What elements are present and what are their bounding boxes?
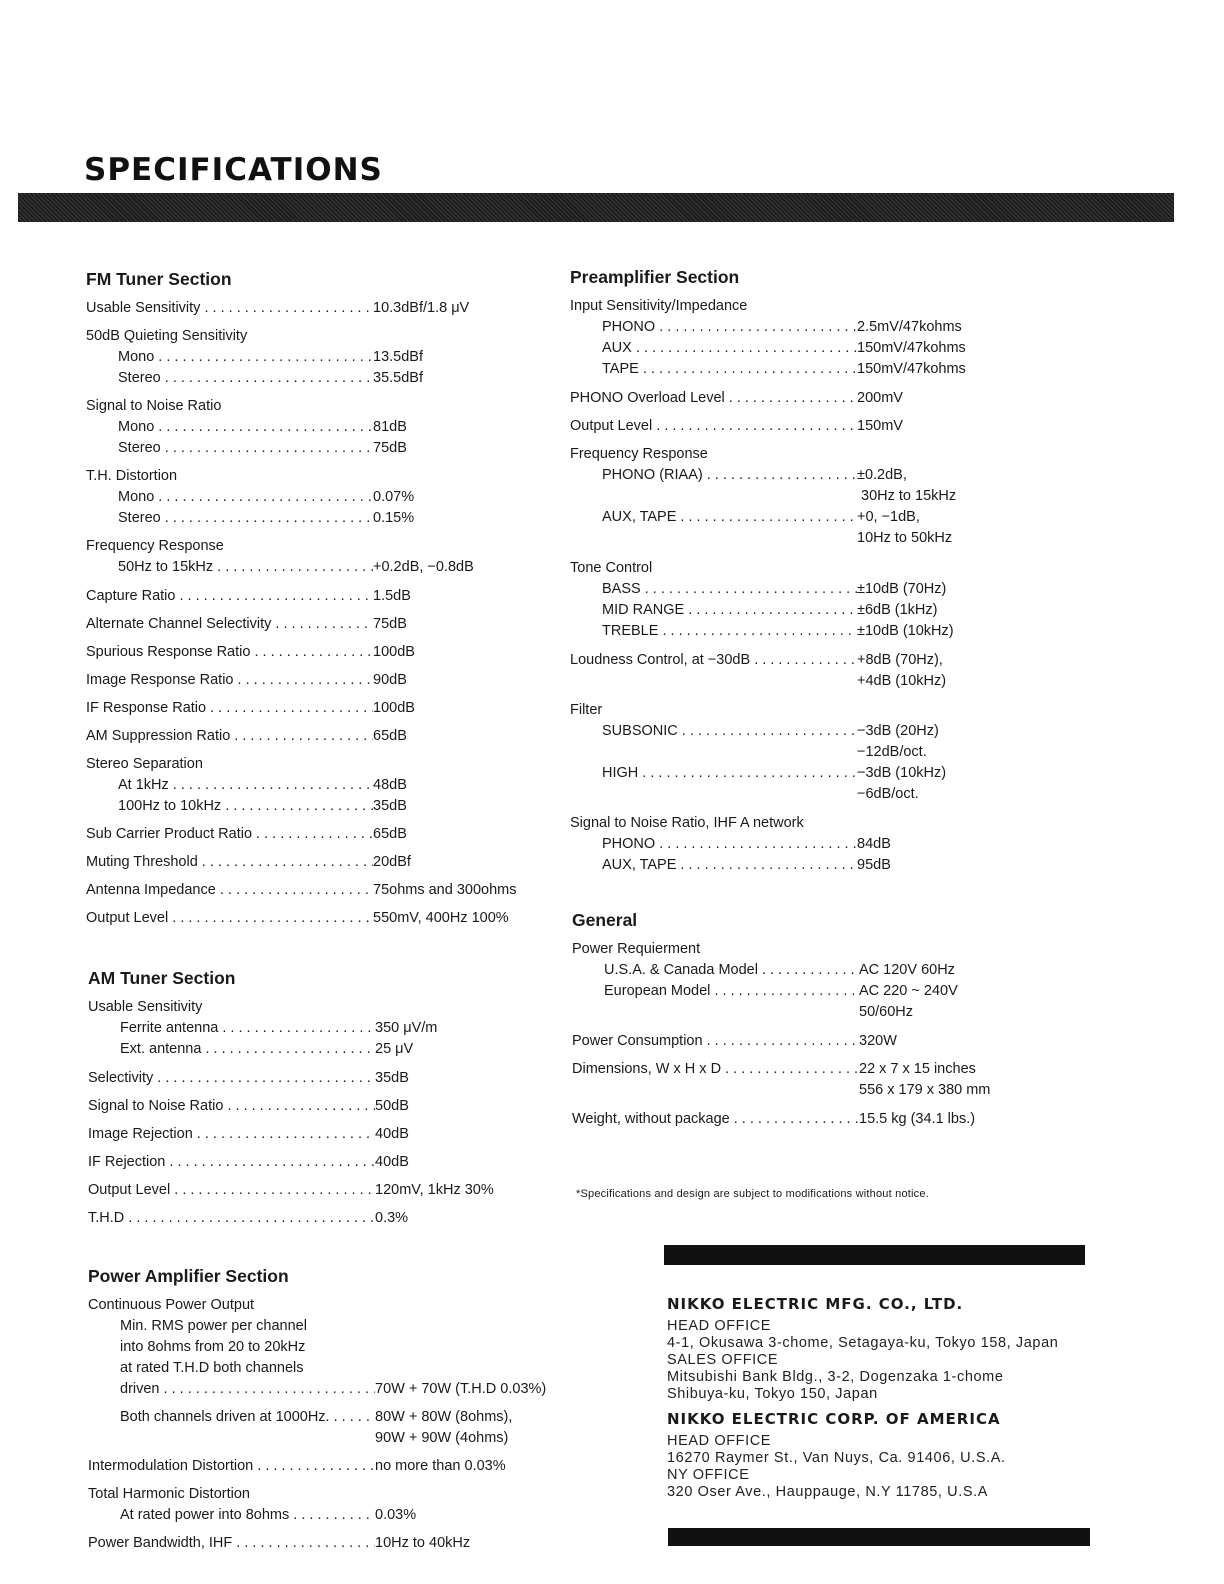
spec-value: 84dB <box>857 836 891 852</box>
spec-value: 150mV <box>857 418 903 434</box>
spec-value: 10.3dBf/1.8 μV <box>373 300 470 316</box>
spec-entry <box>572 1031 1042 1052</box>
spec-entry <box>86 642 556 663</box>
spec-value: 20dBf <box>373 854 411 870</box>
spec-label: Signal to Noise Ratio . . . <box>88 1096 375 1117</box>
spec-sublabel: PHONO . . . <box>570 317 857 338</box>
spec-value: 35dB <box>375 1070 409 1086</box>
fm-section-title: FM Tuner Section <box>86 269 232 289</box>
spec-entry <box>86 824 556 845</box>
spec-value: 50dB <box>375 1098 409 1114</box>
spec-value: 2.5mV/47kohms <box>857 319 962 335</box>
office-label: HEAD OFFICE <box>667 1433 772 1449</box>
spec-value: 25 μV <box>375 1041 414 1057</box>
spec-entry <box>88 1456 568 1477</box>
spec-entry <box>86 754 556 817</box>
spec-value: 10Hz to 40kHz <box>375 1535 471 1551</box>
spec-sublabel: HIGH . . . <box>570 763 857 784</box>
spec-label: Dimensions, W x H x D . . . <box>572 1059 859 1080</box>
spec-sublabel: driven . . . <box>88 1379 375 1400</box>
spec-sublabel: 100Hz to 10kHz . . . <box>86 796 373 817</box>
general-section-title: General <box>572 910 638 930</box>
spec-entry <box>88 997 558 1060</box>
spec-entry <box>88 1096 558 1117</box>
spec-value: 100dB <box>373 700 415 716</box>
spec-value: 40dB <box>375 1154 409 1170</box>
spec-label: Output Level . . . <box>570 416 857 437</box>
spec-value: 550mV, 400Hz 100% <box>373 910 509 926</box>
spec-label: Spurious Response Ratio . . . <box>86 642 373 663</box>
office-address: Shibuya-ku, Tokyo 150, Japan <box>667 1386 878 1402</box>
spec-sublabel: 50Hz to 15kHz . . . <box>86 557 373 578</box>
spec-value: AC 220 ~ 240V <box>859 983 958 999</box>
company-block <box>667 1296 1058 1501</box>
spec-label: Output Level . . . <box>86 908 373 929</box>
spec-label: Stereo Separation <box>86 756 203 772</box>
power-section-title: Power Amplifier Section <box>88 1266 289 1286</box>
spec-label: Usable Sensitivity . . . <box>86 298 373 319</box>
spec-entry <box>88 1208 558 1229</box>
pre-section-title: Preamplifier Section <box>570 267 740 287</box>
spec-entry <box>570 813 1040 876</box>
spec-label: Input Sensitivity/Impedance <box>570 298 748 314</box>
spec-sublabel: into 8ohms from 20 to 20kHz <box>120 1339 306 1355</box>
office-label: NY OFFICE <box>667 1467 750 1483</box>
spec-label: Power Consumption . . . <box>572 1031 859 1052</box>
spec-sublabel: SUBSONIC . . . <box>570 721 857 742</box>
spec-label: Signal to Noise Ratio <box>86 398 222 414</box>
spec-label: Power Requierment <box>572 941 701 957</box>
spec-value: 95dB <box>857 857 891 873</box>
spec-value: no more than 0.03% <box>375 1458 506 1474</box>
spec-value: AC 120V 60Hz <box>859 962 955 978</box>
spec-entry <box>88 1484 568 1526</box>
spec-value: 0.07% <box>373 489 415 505</box>
spec-value: 65dB <box>373 728 407 744</box>
power-amplifier-section <box>88 1266 568 1554</box>
spec-entry <box>86 536 556 578</box>
spec-sublabel: Mono . . . <box>86 487 373 508</box>
spec-value: −6dB/oct. <box>857 786 919 802</box>
spec-entry <box>570 416 1040 437</box>
spec-entry <box>572 1109 1042 1130</box>
spec-value: ±0.2dB, <box>857 467 907 483</box>
spec-entry <box>570 444 1040 549</box>
spec-value: 35dB <box>373 798 407 814</box>
spec-sublabel: AUX, TAPE . . . <box>570 507 857 528</box>
spec-label: Usable Sensitivity <box>88 999 203 1015</box>
spec-entry <box>86 852 556 873</box>
spec-value: 35.5dBf <box>373 370 423 386</box>
spec-sublabel: Both channels driven at 1000Hz. . . . <box>88 1407 375 1428</box>
spec-entry <box>570 558 1040 642</box>
spec-entry <box>88 1124 558 1145</box>
spec-value: 48dB <box>373 777 407 793</box>
spec-label: Loudness Control, at −30dB . . . <box>570 650 857 671</box>
spec-label: IF Rejection . . . <box>88 1152 375 1173</box>
spec-value: 0.03% <box>375 1507 417 1523</box>
office-address: 320 Oser Ave., Hauppauge, N.Y 11785, U.S.A <box>667 1484 989 1500</box>
office-address: 16270 Raymer St., Van Nuys, Ca. 91406, U.S.A. <box>667 1450 1006 1466</box>
spec-entry <box>88 1152 558 1173</box>
spec-entry <box>86 326 556 389</box>
general-section <box>572 910 1042 1130</box>
spec-value: ±10dB (70Hz) <box>857 581 947 597</box>
spec-value: 556 x 179 x 380 mm <box>859 1082 991 1098</box>
spec-value: 75dB <box>373 440 407 456</box>
spec-entry <box>86 298 556 319</box>
spec-sublabel: PHONO (RIAA) . . . <box>570 465 857 486</box>
spec-label: Intermodulation Distortion . . . <box>88 1456 375 1477</box>
spec-sublabel: European Model . . . <box>572 981 859 1002</box>
spec-sublabel: TAPE . . . <box>570 359 857 380</box>
spec-value: 100dB <box>373 644 415 660</box>
preamplifier-section <box>570 267 1040 876</box>
spec-value: 13.5dBf <box>373 349 423 365</box>
spec-sublabel: Stereo . . . <box>86 508 373 529</box>
spec-entry <box>86 698 556 719</box>
spec-label: T.H. Distortion <box>86 468 178 484</box>
company-name: NIKKO ELECTRIC MFG. CO., LTD. <box>667 1295 964 1313</box>
spec-value: 30Hz to 15kHz <box>861 488 957 504</box>
page-title: SPECIFICATIONS <box>84 152 383 188</box>
office-address: Mitsubishi Bank Bldg., 3-2, Dogenzaka 1-chome <box>667 1369 1004 1385</box>
am-tuner-section <box>88 968 558 1229</box>
spec-entry <box>86 614 556 635</box>
spec-label: Antenna Impedance . . . <box>86 880 373 901</box>
top-black-bar <box>664 1245 1085 1265</box>
spec-entry <box>86 670 556 691</box>
footnote: *Specifications and design are subject to modifications without notice. <box>576 1188 929 1200</box>
spec-value: 10Hz to 50kHz <box>857 530 953 546</box>
spec-value: 320W <box>859 1033 897 1049</box>
spec-entry <box>570 388 1040 409</box>
spec-entry <box>572 939 1042 1023</box>
spec-label: Tone Control <box>570 560 653 576</box>
spec-label: IF Response Ratio . . . <box>86 698 373 719</box>
spec-value: 90dB <box>373 672 407 688</box>
spec-label: Continuous Power Output <box>88 1297 255 1313</box>
spec-value: 0.15% <box>373 510 415 526</box>
spec-label: Weight, without package . . . <box>572 1109 859 1130</box>
spec-value: 80W + 80W (8ohms), <box>375 1409 513 1425</box>
office-address: 4-1, Okusawa 3-chome, Setagaya-ku, Tokyo 158, Japan <box>667 1335 1059 1351</box>
spec-label: Filter <box>570 702 603 718</box>
spec-sublabel: PHONO . . . <box>570 834 857 855</box>
spec-value: +0, −1dB, <box>857 509 920 525</box>
spec-entry <box>88 1533 568 1554</box>
spec-sublabel: Ext. antenna . . . <box>88 1039 375 1060</box>
spec-value: 22 x 7 x 15 inches <box>859 1061 976 1077</box>
spec-entry <box>88 1295 568 1400</box>
title-divider-bar <box>18 193 1174 222</box>
spec-entry <box>86 586 556 607</box>
spec-value: ±10dB (10kHz) <box>857 623 954 639</box>
spec-value: 90W + 90W (4ohms) <box>375 1430 509 1446</box>
spec-entry <box>86 880 556 901</box>
spec-value: 75dB <box>373 616 407 632</box>
spec-sublabel: At rated power into 8ohms . . . <box>88 1505 375 1526</box>
spec-value: 150mV/47kohms <box>857 340 966 356</box>
spec-entry <box>86 908 556 929</box>
spec-entry <box>86 466 556 529</box>
spec-label: Signal to Noise Ratio, IHF A network <box>570 815 804 831</box>
spec-entry <box>570 296 1040 380</box>
spec-label: Alternate Channel Selectivity . . . <box>86 614 373 635</box>
spec-sublabel: BASS . . . <box>570 579 857 600</box>
spec-label: 50dB Quieting Sensitivity <box>86 328 248 344</box>
spec-value: +4dB (10kHz) <box>857 673 947 689</box>
spec-value: 0.3% <box>375 1210 409 1226</box>
spec-sublabel: Min. RMS power per channel <box>120 1318 307 1334</box>
spec-sublabel: U.S.A. & Canada Model . . . <box>572 960 859 981</box>
spec-entry <box>88 1068 558 1089</box>
spec-label: Frequency Response <box>570 446 708 462</box>
spec-value: 50/60Hz <box>859 1004 914 1020</box>
spec-value: −3dB (20Hz) <box>857 723 939 739</box>
spec-sublabel: AUX, TAPE . . . <box>570 855 857 876</box>
spec-sublabel: Stereo . . . <box>86 368 373 389</box>
spec-value: 15.5 kg (34.1 lbs.) <box>859 1111 976 1127</box>
spec-value: −12dB/oct. <box>857 744 927 760</box>
spec-sublabel: Mono . . . <box>86 417 373 438</box>
spec-sublabel: Ferrite antenna . . . <box>88 1018 375 1039</box>
spec-label: Sub Carrier Product Ratio . . . <box>86 824 373 845</box>
spec-label: T.H.D . . . <box>88 1208 375 1229</box>
spec-sublabel: AUX . . . <box>570 338 857 359</box>
company-name: NIKKO ELECTRIC CORP. OF AMERICA <box>667 1410 1001 1428</box>
spec-sublabel: TREBLE . . . <box>570 621 857 642</box>
spec-value: −3dB (10kHz) <box>857 765 947 781</box>
spec-label: Output Level . . . <box>88 1180 375 1201</box>
spec-sublabel: At 1kHz . . . <box>86 775 373 796</box>
spec-entry <box>86 726 556 747</box>
office-label: HEAD OFFICE <box>667 1318 772 1334</box>
spec-entry <box>88 1180 558 1201</box>
spec-entry <box>572 1059 1042 1101</box>
spec-label: Image Rejection . . . <box>88 1124 375 1145</box>
spec-value: ±6dB (1kHz) <box>857 602 938 618</box>
spec-value: +8dB (70Hz), <box>857 652 943 668</box>
fm-tuner-section <box>86 269 556 929</box>
spec-label: Total Harmonic Distortion <box>88 1486 250 1502</box>
spec-value: 70W + 70W (T.H.D 0.03%) <box>375 1381 547 1397</box>
spec-value: 81dB <box>373 419 407 435</box>
spec-sublabel: Mono . . . <box>86 347 373 368</box>
spec-value: 120mV, 1kHz 30% <box>375 1182 494 1198</box>
spec-value: 75ohms and 300ohms <box>373 882 517 898</box>
spec-value: 40dB <box>375 1126 409 1142</box>
spec-value: +0.2dB, −0.8dB <box>373 559 474 575</box>
spec-sublabel: at rated T.H.D both channels <box>120 1360 304 1376</box>
spec-value: 200mV <box>857 390 903 406</box>
spec-value: 150mV/47kohms <box>857 361 966 377</box>
office-label: SALES OFFICE <box>667 1352 779 1368</box>
spec-entry <box>570 650 1040 692</box>
am-section-title: AM Tuner Section <box>88 968 236 988</box>
spec-entry <box>86 396 556 459</box>
spec-sublabel: MID RANGE . . . <box>570 600 857 621</box>
spec-value: 65dB <box>373 826 407 842</box>
spec-entry <box>570 700 1040 805</box>
spec-value: 350 μV/m <box>375 1020 438 1036</box>
spec-label: Image Response Ratio . . . <box>86 670 373 691</box>
spec-sublabel: Stereo . . . <box>86 438 373 459</box>
spec-label: PHONO Overload Level . . . <box>570 388 857 409</box>
spec-label: Muting Threshold . . . <box>86 852 373 873</box>
spec-label: AM Suppression Ratio . . . <box>86 726 373 747</box>
spec-label: Selectivity . . . <box>88 1068 375 1089</box>
spec-label: Capture Ratio . . . <box>86 586 373 607</box>
spec-label: Frequency Response <box>86 538 224 554</box>
spec-value: 1.5dB <box>373 588 411 604</box>
spec-label: Power Bandwidth, IHF . . . <box>88 1533 375 1554</box>
bottom-black-bar <box>668 1528 1090 1546</box>
spec-entry <box>88 1407 568 1449</box>
